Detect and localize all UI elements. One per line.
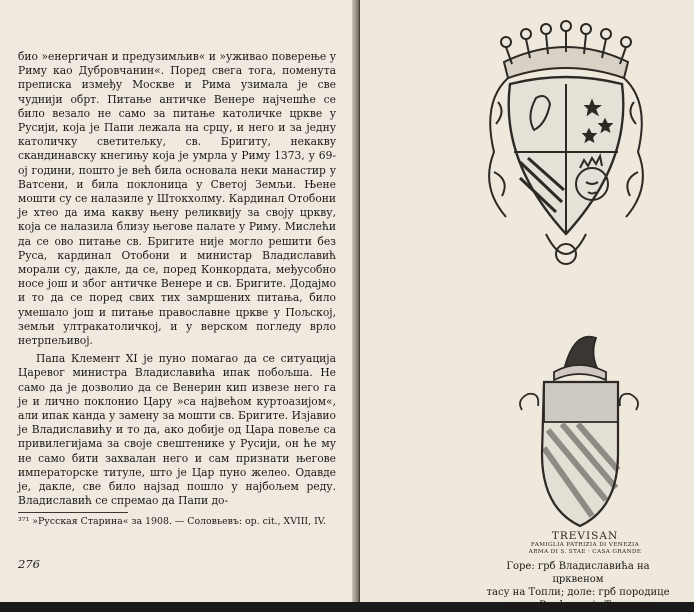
plate-subtitle-1: FAMIGLIA PATRIZIA DI VENEZIA (530, 542, 640, 548)
page-number: 276 (18, 557, 40, 571)
paragraph-2: Папа Клемент XI је пуно помагао да се ситуација Царевог министра Владиславића ипак побољша. Не само да је дозволио да се Венерин кип извезе него га је и лично поклонио Цару »са највећом куртоазијом«, али ипак канда у замену за мошти св. Бригите. Изјавио је Владиславићу и то да, ако добије од Цара повеље са привилегијама за своје свештенике у Русији, он ће му не само бити захвалан него и сам признати његове императорске титуле, што је Цар пуно желео. Одавде је, дакле, све било најзад пошло у најбољем реду. Владиславић се спремао да Папи до- (18, 352, 336, 508)
coat-of-arms-vladislavic-icon (476, 12, 656, 280)
caption-line-3: дожне Вирђинције Тревизан (502, 600, 654, 611)
paragraph-1: био »енергичан и предузимљив« и »уживао поверење у Риму као Дубровчанин«. Поред свега тога, поменута преписка између Москве и Рима узимала је све чуднији обрт. Питање античке Венере најчешће се било везало не само за питање католичке цркве у Русији, која је Папи лежала на срцу, и него и за једну католичку светитељку, св. Бригиту, некакву скандинавску кнегињу која је умрла у Риму 1373, у 69-ој години, пошто је већ била основала неки манастир у Ватсени, и била поклоница у Светој Земљи. Њене мошти су се налазиле у Штокхолму. Кардинал Отобони је хтео да има какву њену реликвију за своју цркву, која се налазила близу његове палате у Риму. Мислећи да се ово питање св. Бригите није могло решити без Руса, кардинал Отобони и министар Владиславић морали су, дакле, да се, поред Конкордата, међусобно носе још и због античке Венере и св. Бригите. Додајмо и то да се поред свих тих замршених питања, било умешало још и питање православне цркве у Пољској, земљи ултракатоличкој, и у верском погледу врло нетрпељивој. (18, 50, 336, 348)
figure-caption (480, 560, 676, 612)
plate-title: TREVISAN (551, 530, 619, 542)
footnote: ³⁷¹ »Русская Старина« за 1908. — Соловьевъ: op. cit., XVIII, IV. (18, 516, 326, 527)
plate-subtitle-2: ARMA DI S. STAE · CASA GRANDE (528, 549, 642, 555)
caption-line-1: Горе: грб Владиславића на црквеном (506, 561, 650, 585)
caption-line-2: тасу на Топли; доле: грб породице (486, 587, 670, 598)
coat-of-arms-trevisan-icon (514, 330, 644, 530)
footnote-rule (18, 512, 128, 513)
left-page-body (18, 50, 336, 509)
trevisan-label (520, 530, 650, 556)
